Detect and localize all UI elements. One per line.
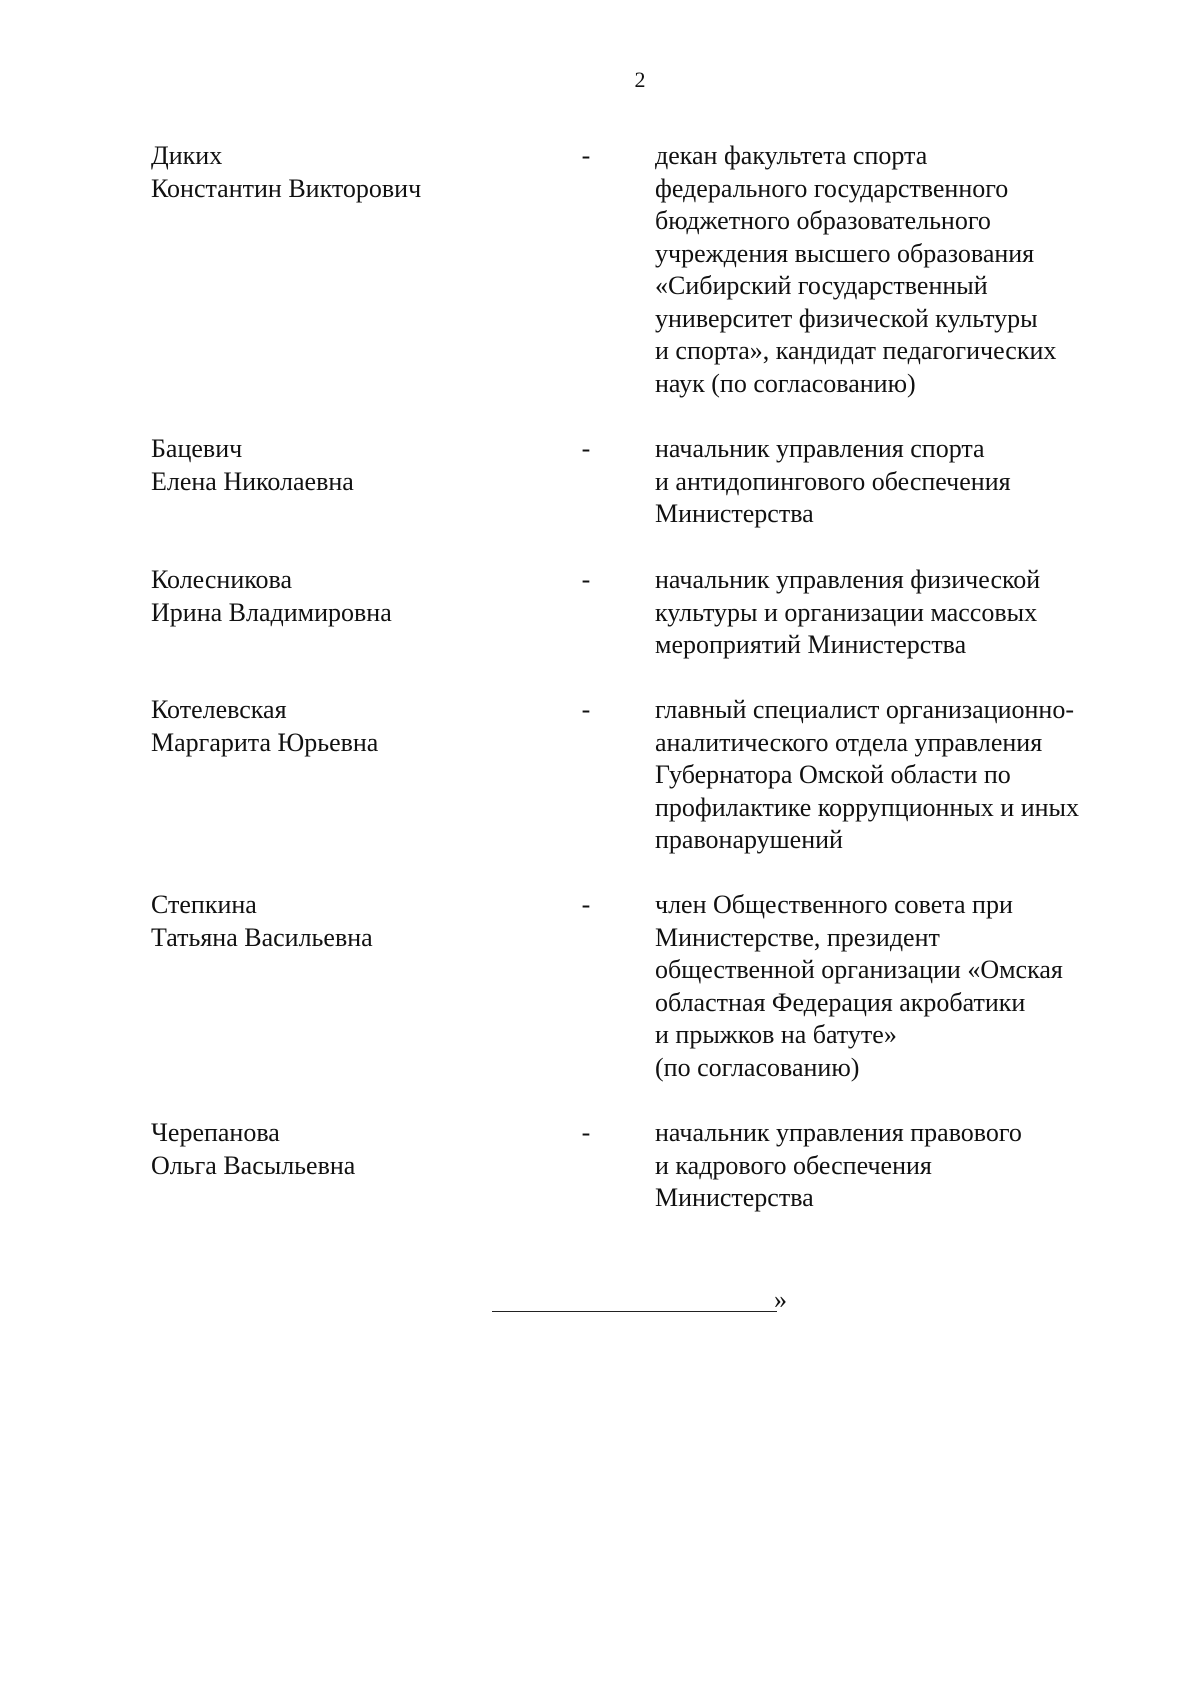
- position-line: и кадрового обеспечения: [655, 1150, 932, 1180]
- member-dash: -: [581, 434, 591, 463]
- member-name: [151, 1117, 551, 1182]
- member-name: [151, 433, 551, 498]
- position-line: общественной организации «Омская: [655, 955, 1063, 984]
- position-line: декан факультета спорта: [655, 141, 928, 170]
- member-position: [655, 433, 1155, 531]
- member-position: [655, 140, 1155, 400]
- position-line: и антидопингового обеспечения: [655, 466, 1011, 496]
- position-line: бюджетного образовательного: [655, 206, 991, 235]
- member-surname: Бацевич: [151, 434, 243, 463]
- position-line: начальник управления физической: [655, 565, 1041, 594]
- member-surname: Котелевская: [151, 695, 287, 724]
- position-line: и спорта», кандидат педагогических: [655, 336, 1057, 365]
- position-line: начальник управления спорта: [655, 434, 985, 463]
- member-given-names: Маргарита Юрьевна: [151, 727, 379, 757]
- position-line: начальник управления правового: [655, 1118, 1022, 1147]
- member-name: [151, 564, 551, 629]
- member-dash: -: [581, 141, 591, 170]
- member-name: [151, 694, 551, 759]
- member-dash: -: [581, 565, 591, 594]
- member-position: [655, 1117, 1155, 1215]
- member-given-names: Ирина Владимировна: [151, 597, 392, 627]
- member-position: [655, 694, 1155, 857]
- member-name: [151, 140, 551, 205]
- position-line: культуры и организации массовых: [655, 597, 1038, 627]
- position-line: учреждения высшего образования: [655, 238, 1035, 268]
- member-dash: -: [581, 695, 591, 724]
- member-given-names: Константин Викторович: [151, 173, 422, 203]
- position-line: мероприятий Министерства: [655, 630, 967, 659]
- position-line: наук (по согласованию): [655, 368, 916, 398]
- member-surname: Черепанова: [151, 1118, 280, 1147]
- member-surname: Диких: [151, 141, 223, 170]
- member-surname: Степкина: [151, 890, 257, 919]
- position-line: главный специалист организационно-: [655, 695, 1074, 724]
- position-line: и прыжков на батуте»: [655, 1020, 897, 1049]
- position-line: правонарушений: [655, 825, 843, 854]
- member-given-names: Ольга Васыльевна: [151, 1150, 356, 1180]
- member-given-names: Татьяна Васильевна: [151, 922, 373, 952]
- position-line: (по согласованию): [655, 1052, 860, 1082]
- position-line: Губернатора Омской области по: [655, 760, 1011, 789]
- closing-quote-mark: »: [774, 1285, 787, 1314]
- member-dash: -: [581, 1118, 591, 1147]
- position-line: Министерстве, президент: [655, 922, 940, 952]
- member-given-names: Елена Николаевна: [151, 466, 354, 496]
- member-name: [151, 889, 551, 954]
- position-line: областная Федерация акробатики: [655, 987, 1026, 1017]
- position-line: аналитического отдела управления: [655, 727, 1043, 757]
- page-number: 2: [634, 67, 646, 92]
- position-line: университет физической культуры: [655, 303, 1038, 333]
- position-line: профилактике коррупционных и иных: [655, 792, 1079, 822]
- member-position: [655, 564, 1155, 662]
- position-line: Министерства: [655, 1183, 814, 1212]
- member-surname: Колесникова: [151, 565, 293, 594]
- position-line: федерального государственного: [655, 173, 1009, 203]
- position-line: «Сибирский государственный: [655, 271, 988, 300]
- position-line: Министерства: [655, 499, 814, 528]
- member-position: [655, 889, 1155, 1084]
- position-line: член Общественного совета при: [655, 890, 1013, 919]
- member-dash: -: [581, 890, 591, 919]
- closing-rule: [492, 1311, 777, 1312]
